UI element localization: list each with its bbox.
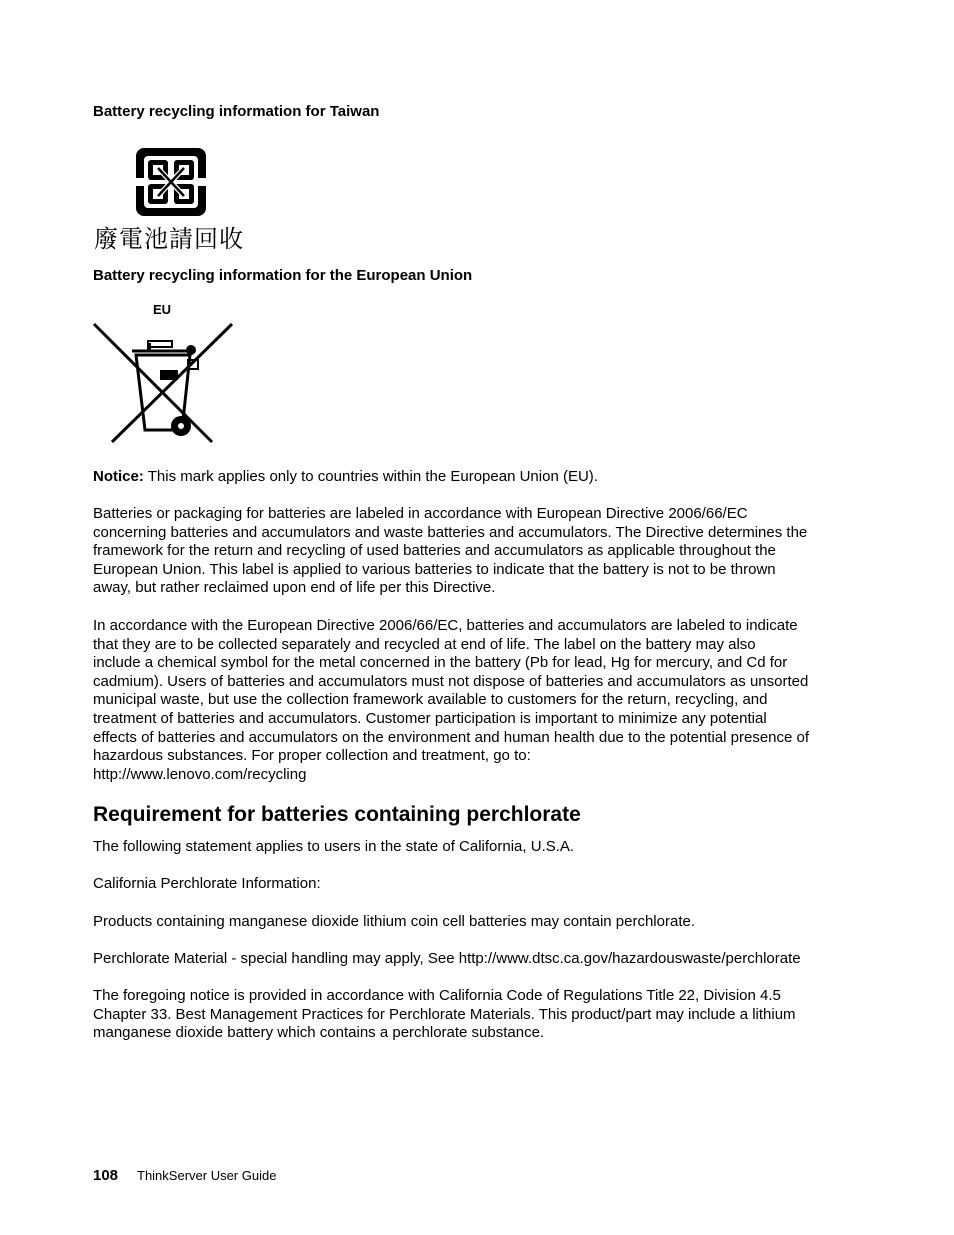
text-line: manganese dioxide battery which contains a perchlorate substance. [93, 1024, 545, 1042]
text-line: European Union. This label is applied to various batteries to indicate that the battery is not to be thrown [93, 560, 776, 578]
text-line: In accordance with the European Directive 2006/66/EC, batteries and accumulators are labeled to indicate [93, 617, 798, 634]
text-line: municipal waste, but use the collection framework available to customers for the return, recycling, and [93, 691, 768, 709]
taiwan-heading: Battery recycling information for Taiwan [93, 103, 380, 120]
page-number: 108 [93, 1167, 119, 1184]
taiwan-recycling-symbol-icon [134, 146, 208, 218]
crossed-out-wheelie-bin-icon [92, 322, 234, 446]
collection-paragraph [93, 617, 853, 784]
perchlorate-heading: Requirement for batteries containing perchlorate [93, 803, 581, 826]
perchlorate-products: Products containing manganese dioxide lithium coin cell batteries may contain perchlorate. [93, 913, 695, 930]
text-line: that they are to be collected separately and recycled at end of life. The label on the battery may also [93, 635, 756, 653]
eu-heading: Battery recycling information for the European Union [93, 267, 473, 284]
text-line: framework for the return and recycling of used batteries and accumulators as applicable throughout the [93, 542, 776, 560]
text-line: hazardous substances. For proper collection and treatment, go to: [93, 747, 531, 765]
text-line: treatment of batteries and accumulators. Customer participation is important to minimize any potential [93, 709, 767, 727]
eu-directive-paragraph [93, 505, 853, 598]
document-title: ThinkServer User Guide [137, 1168, 277, 1183]
text-line: Chapter 33. Best Management Practices for Perchlorate Materials. This product/part may include a lithium [93, 1005, 796, 1023]
text-line: include a chemical symbol for the metal concerned in the battery (Pb for lead, Hg for mercury, and Cd for [93, 654, 788, 672]
eu-symbol-label: EU [153, 302, 172, 317]
recycling-url-line: http://www.lenovo.com/recycling [93, 765, 307, 783]
text-line: effects of batteries and accumulators on the environment and human health due to the potential presence of [93, 728, 810, 746]
notice-label: Notice: [93, 468, 144, 485]
notice-paragraph [93, 468, 853, 487]
text-line: cadmium). Users of batteries and accumulators must not dispose of batteries and accumulators as unsorted [93, 672, 809, 690]
perchlorate-info-title: California Perchlorate Information: [93, 875, 321, 892]
text-line: The foregoing notice is provided in accordance with California Code of Regulations Title 22, Division 4.5 [93, 987, 781, 1004]
text-line: away, but rather reclaimed upon end of life per this Directive. [93, 579, 496, 597]
perchlorate-foregoing-paragraph [93, 987, 853, 1043]
notice-text: This mark applies only to countries within the European Union (EU). [143, 468, 598, 485]
text-line: Batteries or packaging for batteries are labeled in accordance with European Directive 2006/66/EC [93, 505, 748, 522]
perchlorate-statement: The following statement applies to users in the state of California, U.S.A. [93, 838, 575, 855]
text-line: concerning batteries and accumulators and waste batteries and accumulators. The Directive determines the [93, 523, 808, 541]
taiwan-caption: 廢電池請回收 [94, 225, 244, 253]
perchlorate-material: Perchlorate Material - special handling may apply, See http://www.dtsc.ca.gov/hazardouswaste/perchlorate [93, 950, 801, 967]
